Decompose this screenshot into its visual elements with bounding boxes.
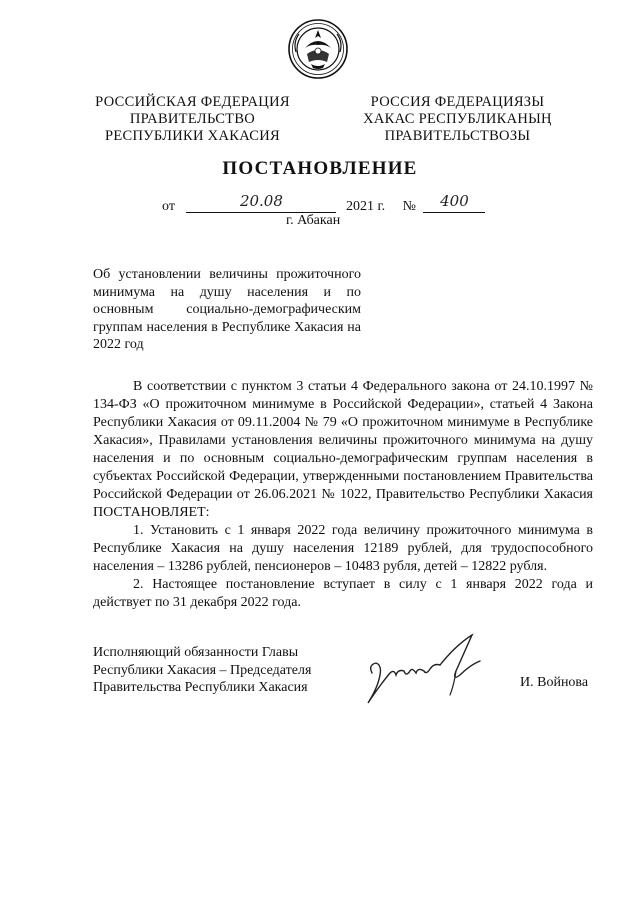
city-label: г. Абакан: [286, 213, 341, 228]
signatory-name: И. Войнова: [520, 675, 589, 690]
header-right-block: [340, 94, 575, 145]
signatory-position-line: Исполняющий обязанности Главы: [93, 645, 299, 660]
signatory-position-line: Правительства Республики Хакасия: [93, 680, 308, 695]
header-left-block: [60, 94, 325, 145]
number-label: №: [402, 199, 416, 214]
body-paragraph: В соответствии с пунктом 3 статьи 4 Федерального закона от 24.10.1997 № 134-ФЗ «О прожиточном минимуме в Российской Федерации», статьей 4 Закона Республики Хакасия от 09.11.2004 № 79 «О прожиточном минимуме в Республике Хакасия», Правилами установления величины прожиточного минимума на душу населения и по основным социально-демографическим группам населения в субъектах Российской Федерации, утвержденными постановлением Правительства Российской Федерации от 26.06.2021 № 1022, Правительство Республики Хакасия ПОСТАНОВЛЯЕТ:: [93, 379, 593, 520]
header-right-line: РОССИЯ ФЕДЕРАЦИЯЗЫ: [370, 94, 545, 110]
number-field: [423, 192, 485, 213]
coat-of-arms-emblem: [287, 18, 349, 80]
document-body: [93, 378, 593, 612]
date-handwritten: 20.08: [239, 192, 283, 210]
year-label: 2021 г.: [345, 199, 386, 214]
body-paragraph: 2. Настоящее постановление вступает в силу с 1 января 2022 года и действует по 31 декабря 2022 года.: [93, 577, 593, 610]
document-title: ПОСТАНОВЛЕНИЕ: [222, 158, 418, 179]
date-from-label: от: [162, 199, 175, 214]
handwritten-signature: [360, 625, 500, 710]
header-left-line: ПРАВИТЕЛЬСТВО: [129, 111, 256, 127]
signatory-position-line: Республики Хакасия – Председателя: [93, 662, 312, 678]
document-subject: Об установлении величины прожиточного минимума на душу населения и по основным социально-демографическим группам населения в Республике Хакасия на 2022 год: [93, 267, 361, 352]
header-left-line: РОССИЙСКАЯ ФЕДЕРАЦИЯ: [95, 94, 290, 110]
header-right-line: ПРАВИТЕЛЬСТВОЗЫ: [384, 128, 531, 144]
header-right-line: ХАКАС РЕСПУБЛИКАНЫҢ: [363, 111, 552, 127]
header-left-line: РЕСПУБЛИКИ ХАКАСИЯ: [105, 128, 280, 144]
number-handwritten: 400: [440, 192, 469, 210]
body-paragraph: 1. Установить с 1 января 2022 года величину прожиточного минимума в Республике Хакасия на душу населения 12189 рублей, для трудоспособного населения – 13286 рублей, пенсионеров – 10483 рубля, детей – 12822 рубля.: [93, 523, 593, 574]
date-field: [186, 192, 336, 213]
signatory-position: [93, 644, 311, 697]
